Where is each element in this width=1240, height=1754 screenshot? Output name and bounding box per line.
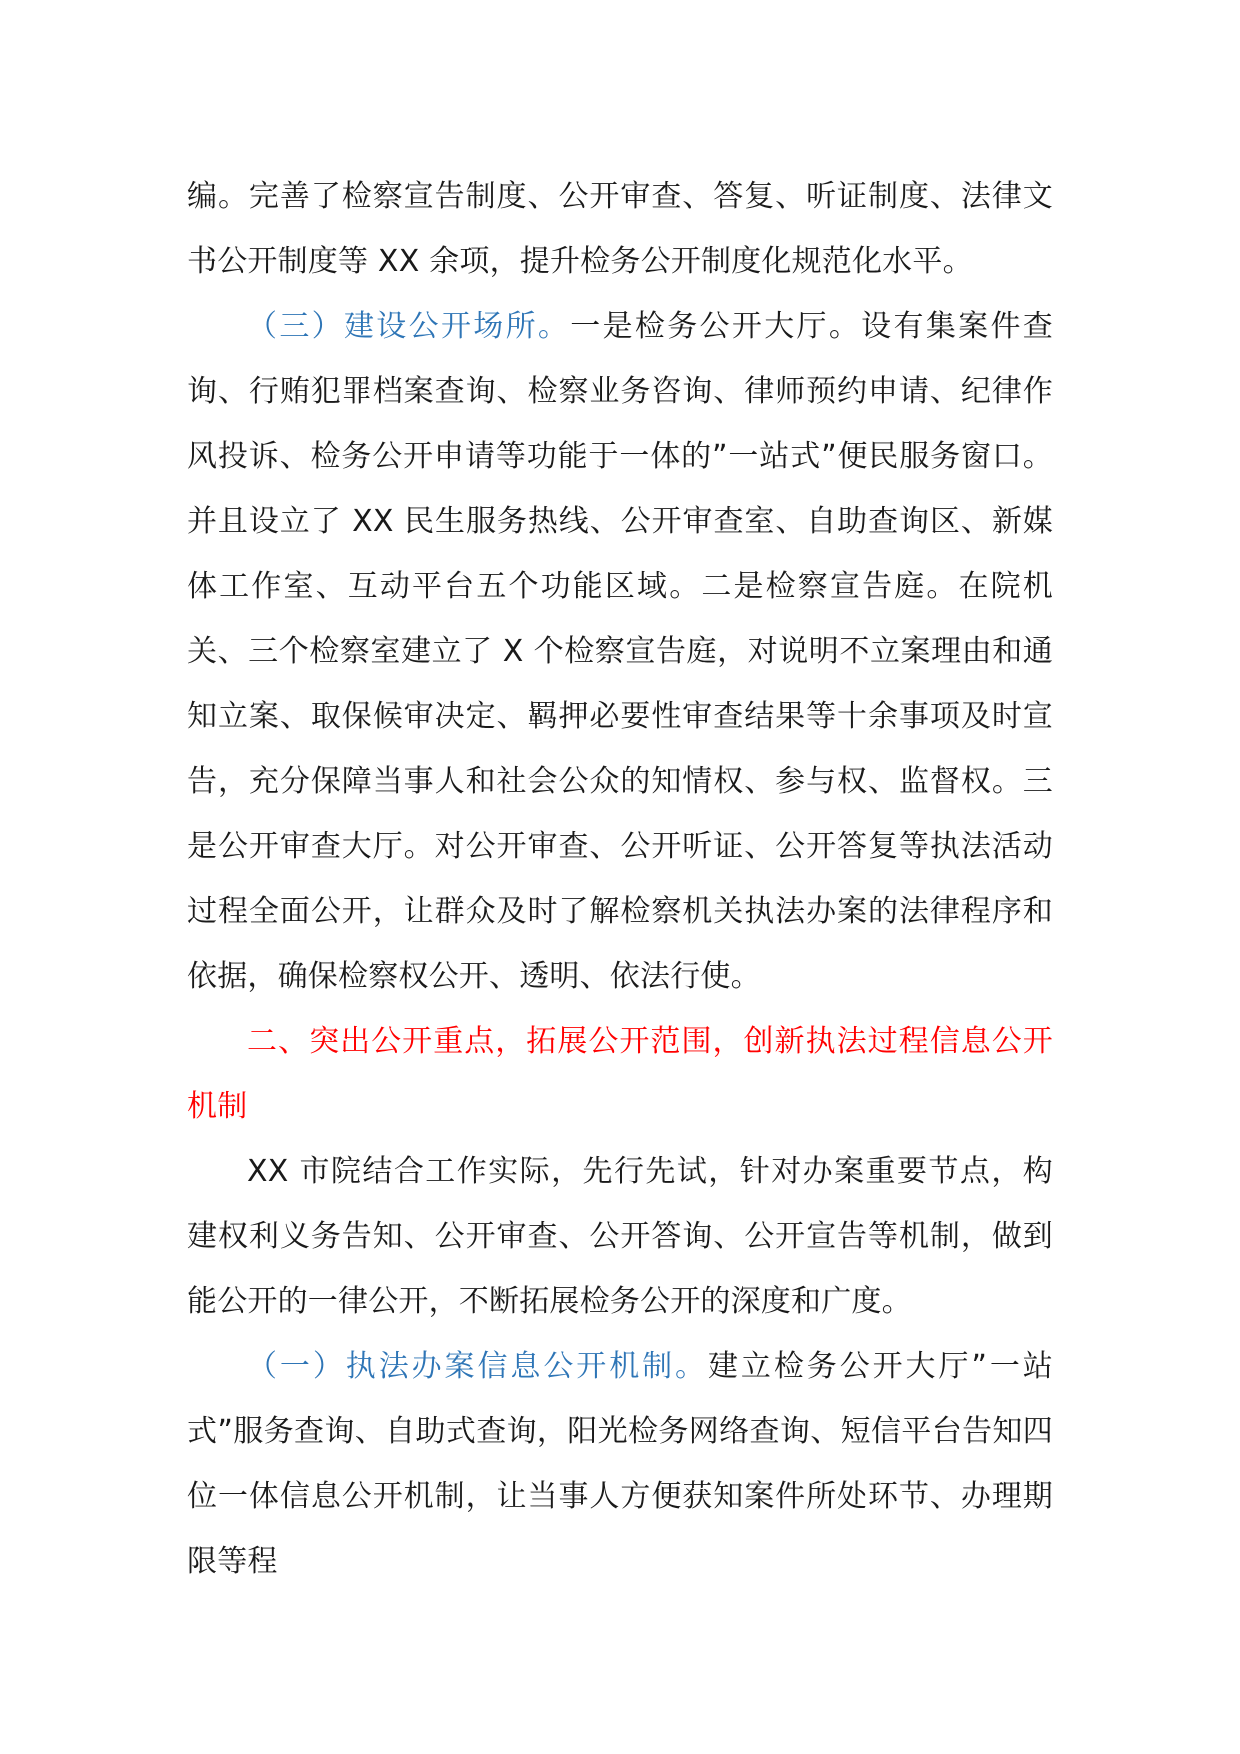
paragraph-text: 编。完善了检察宣告制度、公开审查、答复、听证制度、法律文书公开制度等 XX 余项，提升检务公开制度化规范化水平。 [187,179,1053,279]
subsection-heading: （三）建设公开场所。 [247,309,571,344]
section-title: 二、突出公开重点，拓展公开范围，创新执法过程信息公开机制 [187,1024,1053,1124]
paragraph-text: 一是检务公开大厅。设有集案件查询、行贿犯罪档案查询、检察业务咨询、律师预约申请、纪律作风投诉、检务公开申请等功能于一体的”一站式”便民服务窗口。并且设立了 XX 民生服务热线、公开审查室、自助查询区、新媒体工作室、互动平台五个功能区域。二是检察宣告庭。在院机关、三个检察室建立了 X 个检察宣告庭，对说明不立案理由和通知立案、取保候审决定、羁押必要性审查结果等十余事项及时宣告，充分保障当事人和社会公众的知情权、参与权、监督权。三是公开审查大厅。对公开审查、公开听证、公开答复等执法活动过程全面公开，让群众及时了解检察机关执法办案的法律程序和依据，确保检察权公开、透明、依法行使。 [187,309,1053,994]
paragraph-info-disclosure [187,1334,1053,1594]
paragraph-continuation [187,164,1053,294]
paragraph-text: 建立检务公开大厅”一站式”服务查询、自助式查询，阳光检务网络查询、短信平台告知四位一体信息公开机制，让当事人方便获知案件所处环节、办理期限等程 [187,1349,1053,1579]
paragraph-public-venues [187,294,1053,1009]
paragraph-text: XX 市院结合工作实际，先行先试，针对办案重要节点，构建权利义务告知、公开审查、公开答询、公开宣告等机制，做到能公开的一律公开，不断拓展检务公开的深度和广度。 [187,1154,1053,1319]
paragraph-intro [187,1139,1053,1334]
subsection-heading: （一）执法办案信息公开机制。 [247,1349,708,1384]
document-page [187,164,1053,1594]
section-heading [187,1009,1053,1139]
